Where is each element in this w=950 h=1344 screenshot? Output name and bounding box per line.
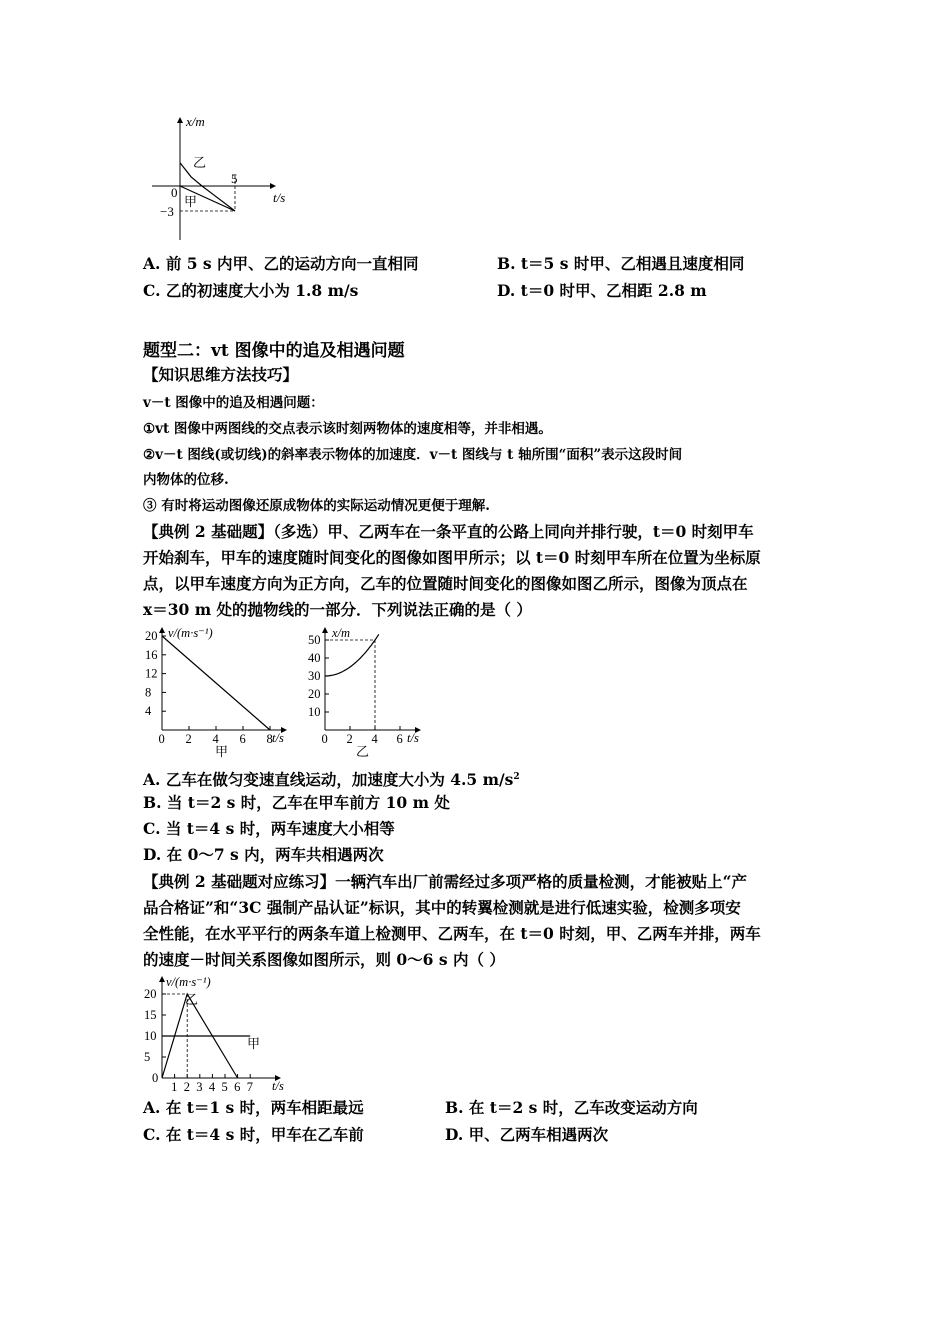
x-axis-label: t/s <box>272 731 284 745</box>
x-tick-label: 5 <box>221 1080 228 1094</box>
x-axis-label: t/s <box>272 1079 284 1093</box>
y-tick-label: 20 <box>144 987 157 1001</box>
method-intro: v－t 图像中的追及相遇问题： <box>143 395 324 411</box>
y-axis-label: x/m <box>186 114 205 129</box>
method-title: 【知识思维方法技巧】 <box>143 365 299 384</box>
section-title: 题型二：vt 图像中的追及相遇问题 <box>143 341 405 361</box>
label-yi: 乙 <box>193 155 207 170</box>
y-tick-label: 20 <box>145 629 158 643</box>
y-axis-label: v/(m·s⁻¹) <box>166 975 211 989</box>
parabola-yi <box>325 634 379 676</box>
method-point-2b: 内物体的位移. <box>143 472 229 488</box>
y-tick-label: 10 <box>308 705 321 719</box>
x-axis-label: t/s <box>273 190 286 205</box>
q1-option-a: A. 前 5 s 内甲、乙的运动方向一直相同 <box>143 254 419 273</box>
y-tick-label: 10 <box>144 1029 157 1043</box>
example2-line4: x＝30 m 处的抛物线的一部分．下列说法正确的是（ ） <box>143 600 532 619</box>
y-axis-label: v/(m·s⁻¹) <box>168 626 213 640</box>
graph-practice <box>140 972 300 1094</box>
x-tick-label: 2 <box>183 1080 190 1094</box>
origin-label: 0 <box>171 185 178 200</box>
practice-line2: 品合格证”和“3C 强制产品认证”标识，其中的转翼检测就是进行低速实验，检测多项安 <box>143 898 741 917</box>
x-tick-label: 8 <box>266 732 273 746</box>
caption-yi: 乙 <box>356 744 370 759</box>
example2-option-c: C. 当 t＝4 s 时，两车速度大小相等 <box>143 819 395 838</box>
q1-option-b: B. t＝5 s 时甲、乙相遇且速度相同 <box>497 254 745 273</box>
x-tick-label: 2 <box>346 732 353 746</box>
graph-yi <box>300 622 440 760</box>
graph-jia <box>140 622 300 760</box>
practice-option-d: D. 甲、乙两车相遇两次 <box>445 1125 609 1144</box>
q1-option-d: D. t＝0 时甲、乙相距 2.8 m <box>497 281 707 300</box>
y-tick-label: 4 <box>145 704 152 719</box>
y-tick-label: 20 <box>308 687 321 701</box>
x-tick-label: 3 <box>196 1080 203 1094</box>
practice-line3: 全性能，在水平平行的两条车道上检测甲、乙两车，在 t＝0 时刻，甲、乙两车并排，两车 <box>143 924 761 943</box>
x-tick-label: 6 <box>396 732 403 746</box>
y-tick-label: 8 <box>145 685 152 700</box>
x-axis-label: t/s <box>407 731 419 745</box>
tick-5: 5 <box>231 171 238 186</box>
practice-line1: 【典例 2 基础题对应练习】一辆汽车出厂前需经过多项严格的质量检测，才能被贴上“产 <box>143 872 747 891</box>
example2-option-a <box>143 766 520 791</box>
label-yi: 乙 <box>185 992 199 1007</box>
option-a-text: A. 乙车在做匀变速直线运动，加速度大小为 4.5 m/s <box>143 770 514 790</box>
y-tick-label: 50 <box>308 633 321 647</box>
label-jia: 甲 <box>184 194 198 209</box>
x-tick-label: 0 <box>158 732 165 746</box>
xt-graph-1 <box>140 110 300 245</box>
y-tick-label: 16 <box>145 647 158 662</box>
x-tick-label: 4 <box>212 732 219 746</box>
y-axis-label: x/m <box>332 626 351 640</box>
practice-option-a: A. 在 t＝1 s 时，两车相距最远 <box>143 1098 364 1117</box>
caption-jia: 甲 <box>215 744 229 759</box>
q1-option-c: C. 乙的初速度大小为 1.8 m/s <box>143 281 359 300</box>
velocity-line-jia <box>162 636 270 730</box>
x-tick-label: 7 <box>246 1080 253 1094</box>
example2-option-b: B. 当 t＝2 s 时，乙车在甲车前方 10 m 处 <box>143 793 450 812</box>
practice-option-b: B. 在 t＝2 s 时，乙车改变运动方向 <box>445 1098 698 1117</box>
y-tick-label: 5 <box>144 1050 151 1064</box>
example2-line3: 点，以甲车速度方向为正方向，乙车的位置随时间变化的图像如图乙所示，图像为顶点在 <box>143 574 748 593</box>
example2-option-d: D. 在 0～7 s 内，两车共相遇两次 <box>143 845 384 864</box>
practice-line4: 的速度－时间关系图像如图所示，则 0～6 s 内（ ） <box>143 950 505 969</box>
x-tick-label: 6 <box>234 1080 241 1094</box>
x-tick-label: 6 <box>239 732 246 746</box>
tick-neg3: −3 <box>160 204 174 219</box>
x-tick-label: 0 <box>321 732 328 746</box>
example2-line1: 【典例 2 基础题】（多选）甲、乙两车在一条平直的公路上同向并排行驶，t＝0 时刻甲车 <box>143 522 754 541</box>
method-point-3: ③ 有时将运动图像还原成物体的实际运动情况更便于理解. <box>143 498 490 514</box>
y-tick-label: 40 <box>308 651 321 665</box>
y-tick-label: 15 <box>144 1008 157 1022</box>
y-tick-label: 30 <box>308 669 321 683</box>
option-a-sup: 2 <box>513 772 520 782</box>
practice-option-c: C. 在 t＝4 s 时，甲车在乙车前 <box>143 1125 364 1144</box>
y-tick-label: 12 <box>145 666 158 681</box>
origin-label: 0 <box>152 1071 159 1085</box>
label-jia: 甲 <box>247 1036 261 1051</box>
method-point-1: ①vt 图像中两图线的交点表示该时刻两物体的速度相等，并非相遇。 <box>143 421 552 437</box>
x-tick-label: 2 <box>185 732 192 746</box>
x-tick-label: 4 <box>371 732 378 746</box>
x-tick-label: 4 <box>208 1080 216 1094</box>
method-point-2a: ②v－t 图线(或切线)的斜率表示物体的加速度．v－t 图线与 t 轴所围“面积”表示这段时间 <box>143 447 683 463</box>
example2-line2: 开始刹车，甲车的速度随时间变化的图像如图甲所示；以 t＝0 时刻甲车所在位置为坐标原 <box>143 548 761 567</box>
x-tick-label: 1 <box>171 1080 178 1094</box>
